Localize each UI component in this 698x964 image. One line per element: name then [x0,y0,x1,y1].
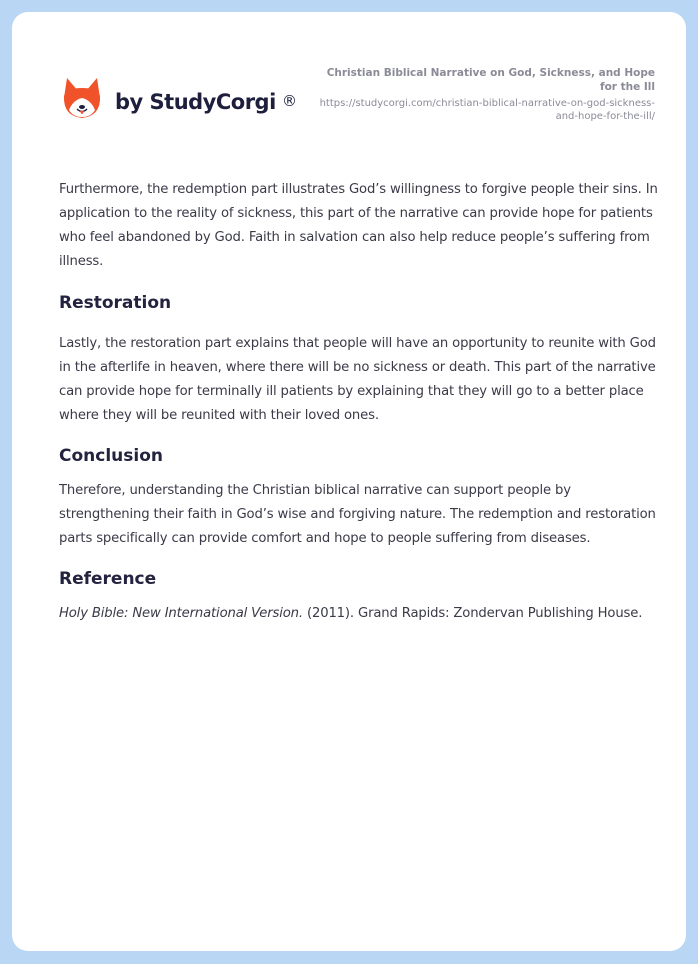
reference-title: Holy Bible: New International Version. [59,606,303,621]
heading-reference: Reference [59,569,157,589]
heading-conclusion: Conclusion [59,446,163,466]
document-meta [315,66,655,123]
corgi-icon [61,76,103,122]
conclusion-paragraph: Therefore, understanding the Christian biblical narrative can support people by strengthening their faith in God’s wise and forgiving nature. The redemption and restoration parts specifically can provide comfort and hope to people suffering from diseases. [59,483,656,546]
document-url[interactable]: https://studycorgi.com/christian-biblical-narrative-on-god-sickness-and-hope-for-the-ill/ [319,98,655,122]
restoration-paragraph: Lastly, the restoration part explains that people will have an opportunity to reunite with God in the afterlife in heaven, where there will be no sickness or death. This part of the narrative can provide hope for terminally ill patients by explaining that they will go to a better place where they will be reunited with their loved ones. [59,336,656,423]
logo-wordmark: by StudyCorgi [115,90,276,114]
document-content [59,178,659,626]
studycorgi-logo[interactable] [61,76,297,122]
document-title: Christian Biblical Narrative on God, Sickness, and Hope for the Ill [326,67,655,93]
intro-paragraph: Furthermore, the redemption part illustrates God’s willingness to forgive people their sins. In application to the reality of sickness, this part of the narrative can provide hope for patients who feel abandoned by God. Faith in salvation can also help reduce people’s suffering from illness. [59,182,658,269]
registered-mark: ® [282,92,297,110]
heading-restoration: Restoration [59,293,172,313]
document-page [12,12,686,951]
reference-details: (2011). Grand Rapids: Zondervan Publishing House. [302,606,643,621]
reference-entry [59,602,659,626]
